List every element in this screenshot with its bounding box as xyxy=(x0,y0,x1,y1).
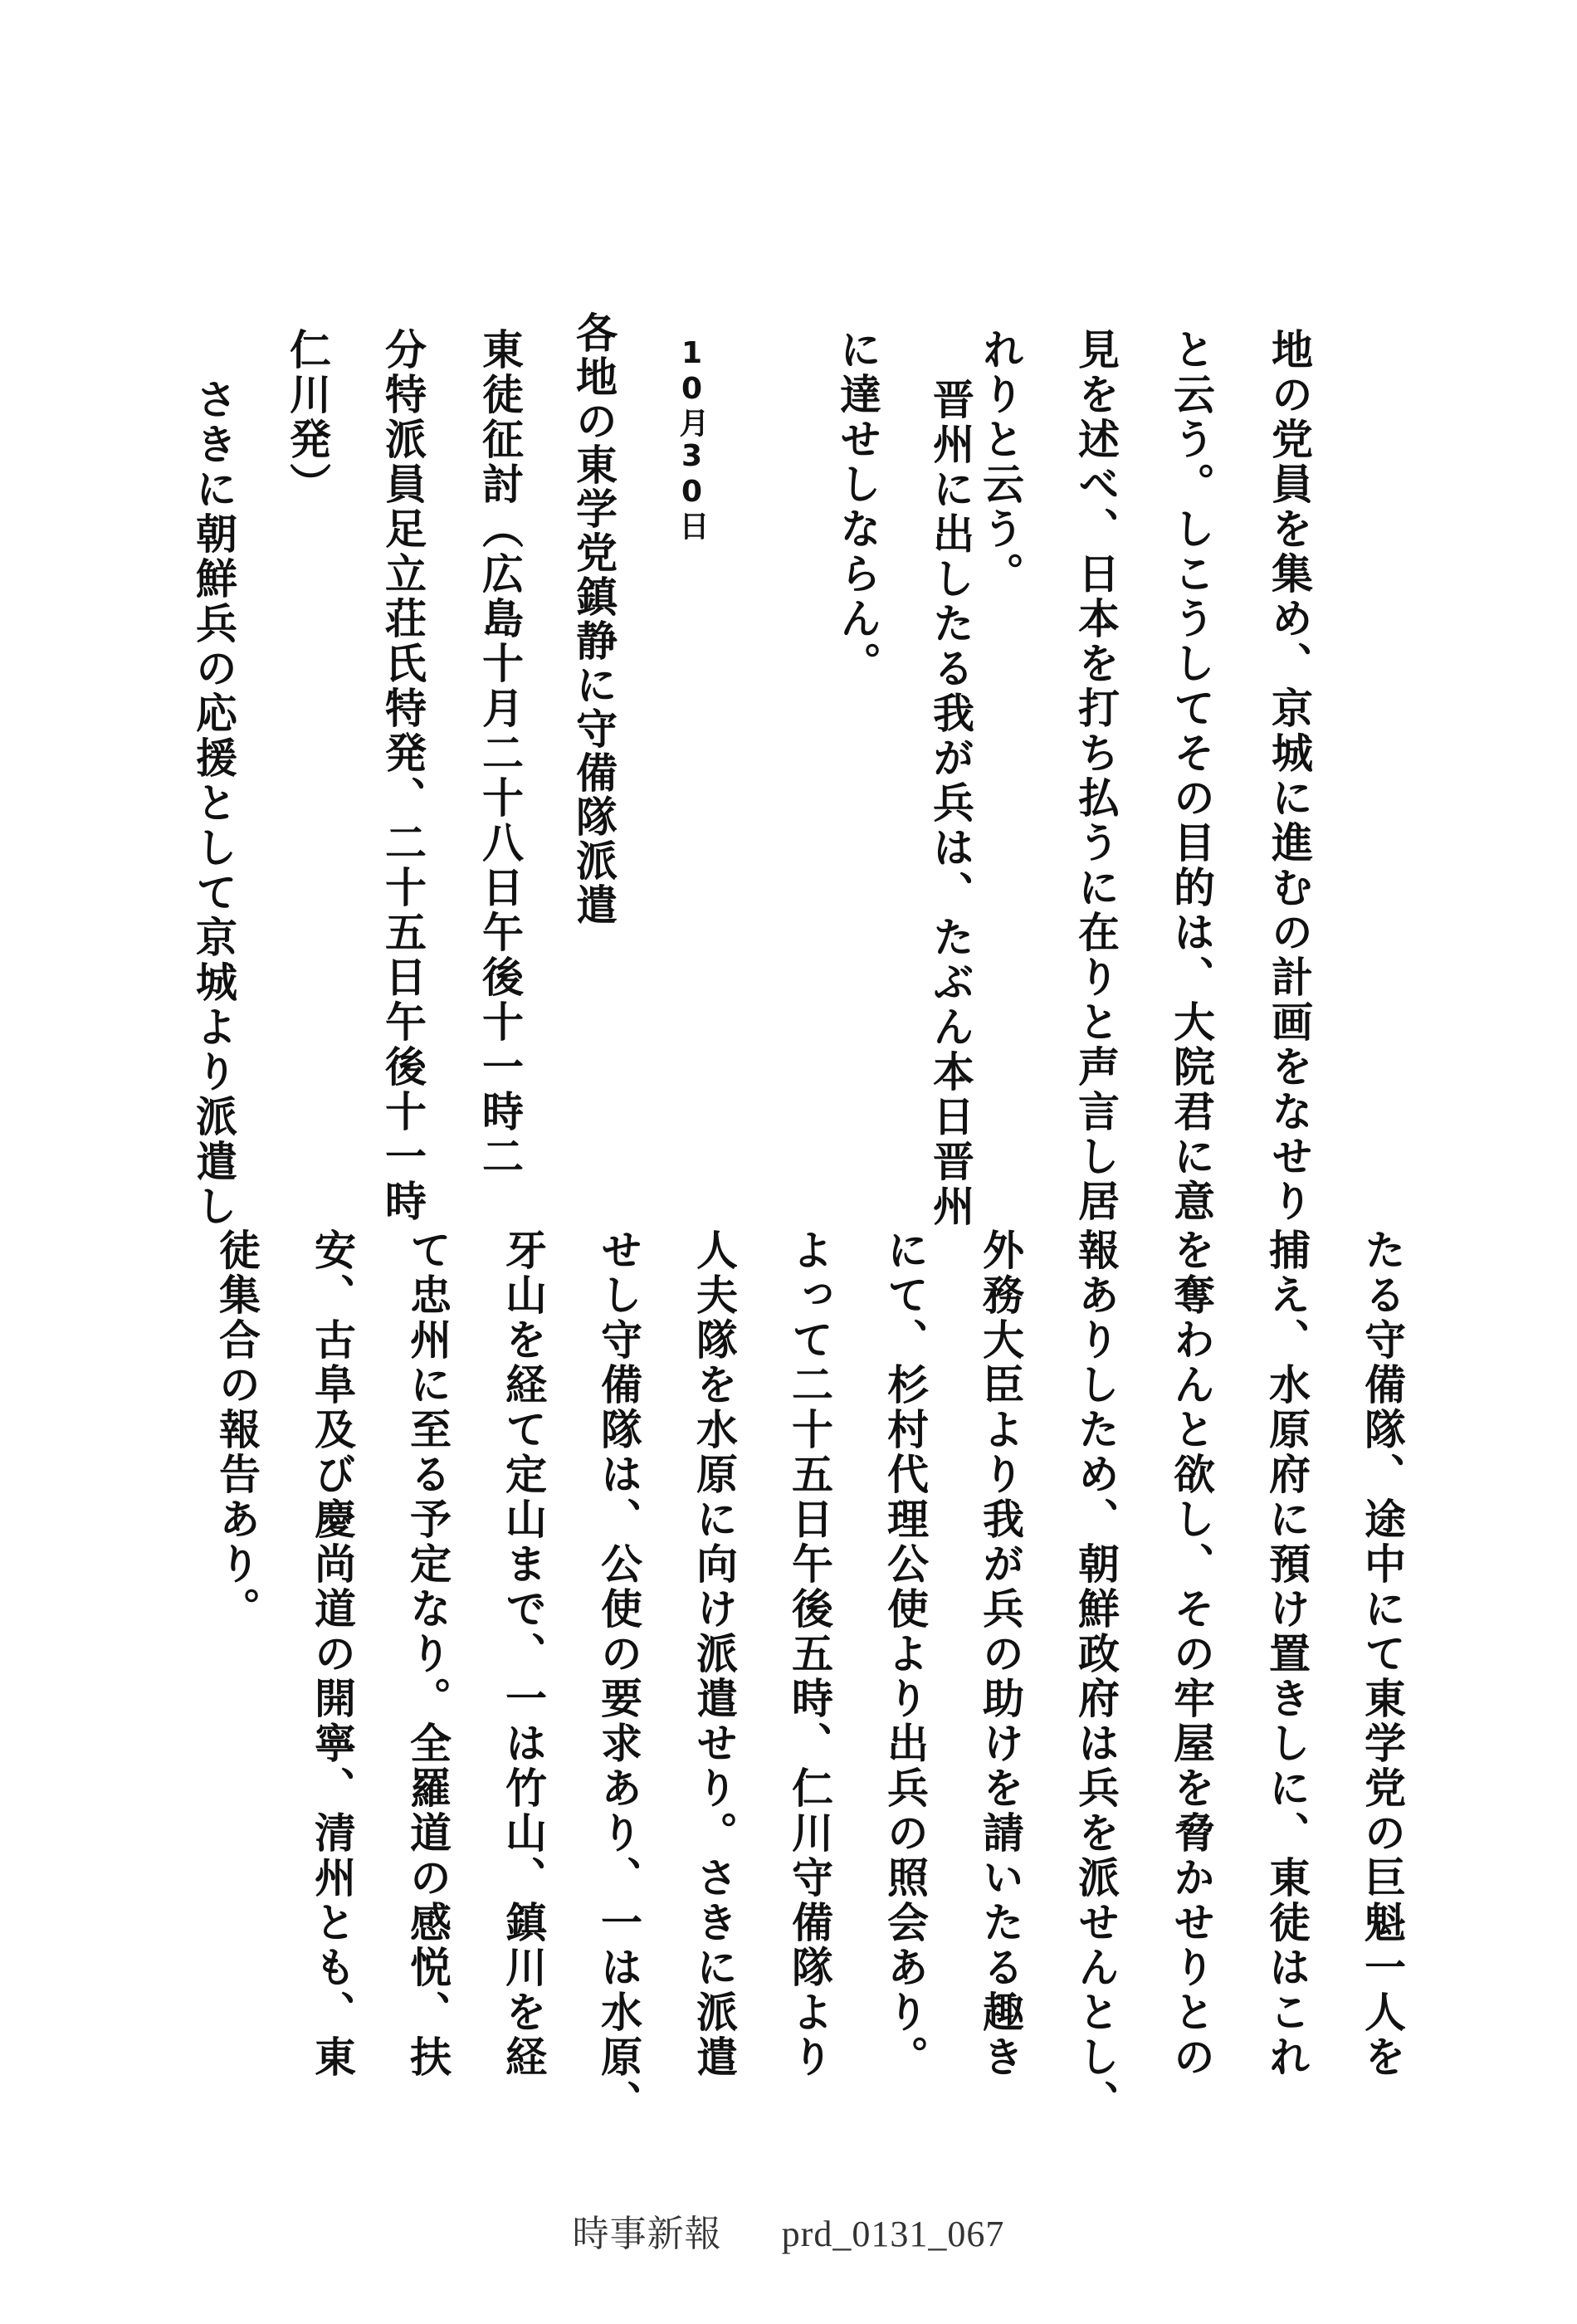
text-column: さきに朝鮮兵の応援として京城より派遣し xyxy=(189,378,237,1229)
text-column: せし守備隊は、公使の要求あり、一は水原、 xyxy=(594,1228,642,2125)
text-column: 報ありしため、朝鮮政府は兵を派せんとし、 xyxy=(1072,1228,1120,2125)
source-label: 時事新報 xyxy=(572,2214,722,2254)
text-column: 仁川発） xyxy=(283,328,331,507)
text-column: 外務大臣より我が兵の助けを請いたる趣き xyxy=(976,1228,1024,2080)
text-column: にて、杉村代理公使より出兵の照会あり。 xyxy=(881,1228,929,2080)
text-column: 晋州に出したる我が兵は、たぶん本日晋州 xyxy=(926,378,974,1229)
text-column: 捕え、水原府に預け置きしに、東徒はこれ xyxy=(1262,1228,1311,2080)
page-footer xyxy=(0,2204,1577,2257)
text-column: 地の党員を集め、京城に進むの計画をなせり xyxy=(1265,328,1313,1224)
text-column: を奪わんと欲し、その牢屋を脅かせりとの xyxy=(1167,1228,1215,2080)
page-id-label: prd_0131_067 xyxy=(781,2214,1005,2254)
text-column: 徒集合の報告あり。 xyxy=(212,1228,261,1632)
text-column: て忠州に至る予定なり。全羅道の感悦、扶 xyxy=(403,1228,452,2080)
text-column: よって二十五日午後五時、仁川守備隊より xyxy=(785,1228,833,2080)
text-column: 人夫隊を水原に向け派遣せり。さきに派遣 xyxy=(690,1228,738,2080)
text-column: に達せしならん。 xyxy=(833,328,881,686)
text-column: たる守備隊、途中にて東学党の巨魁一人を xyxy=(1358,1228,1406,2080)
text-column: と云う。しこうしてその目的は、大院君に意 xyxy=(1167,328,1215,1224)
article-headline: 各地の東学党鎮静に守備隊派遣 xyxy=(569,311,618,927)
text-column: 牙山を経て定山まで、一は竹山、鎮川を経 xyxy=(499,1228,547,2080)
text-column: 東徒征討（広島十月二十八日午後十一時二 xyxy=(476,328,524,1179)
text-column: 見を述べ、日本を打ち払うに在りと声言し居 xyxy=(1072,328,1120,1224)
text-column: 安、古阜及び慶尚道の開寧、清州とも、東 xyxy=(308,1228,356,2080)
text-column: れりと云う。 xyxy=(976,328,1024,597)
text-column: 分特派員足立荘氏特発、二十五日午後十一時 xyxy=(378,328,427,1224)
date-label: 10月30日 xyxy=(675,336,709,542)
